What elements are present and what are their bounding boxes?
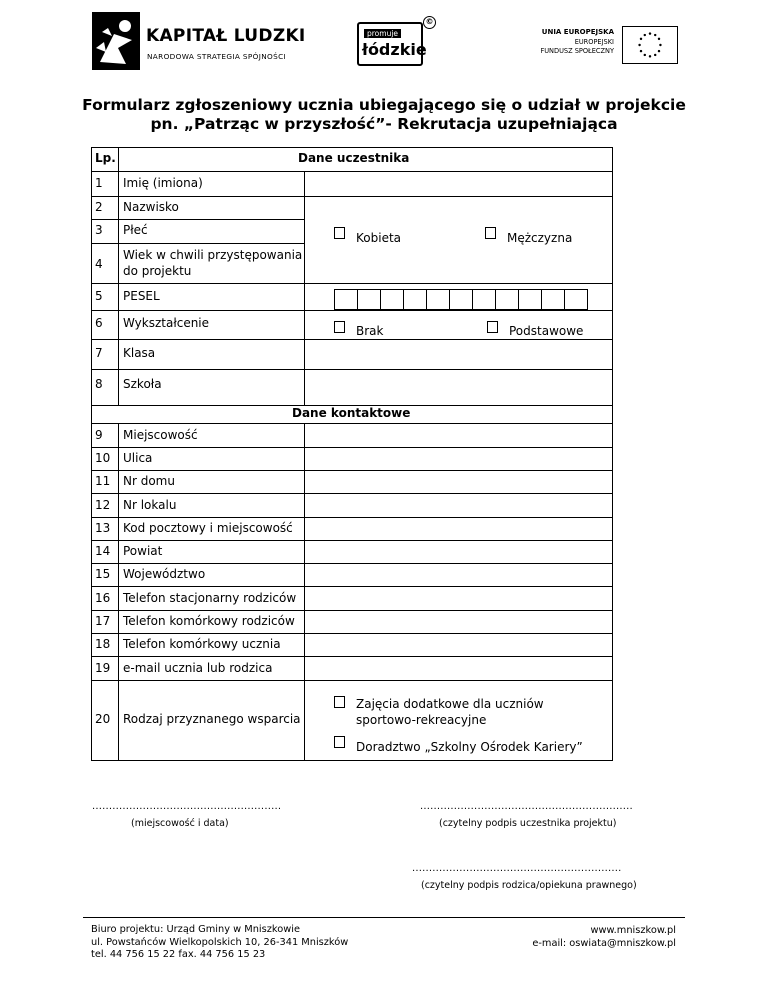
- row-label-age-line1: Wiek w chwili przystępowania: [123, 248, 303, 262]
- row-number: 5: [95, 289, 103, 303]
- row-label-town: Miejscowość: [123, 428, 198, 442]
- footer-phone-fax: tel. 44 756 15 22 fax. 44 756 15 23: [91, 949, 266, 960]
- contact-data-header: Dane kontaktowe: [292, 406, 411, 420]
- form-title-line1: Formularz zgłoszeniowy ucznia ubiegającego się o udział w projekcie: [82, 96, 686, 114]
- gender-female-checkbox[interactable]: [334, 227, 345, 239]
- row-number: 18: [95, 637, 111, 651]
- row-number: 14: [95, 544, 111, 558]
- copyright-mark: ©: [423, 16, 436, 29]
- row-label-pesel: PESEL: [123, 289, 160, 303]
- parent-signature-caption: (czytelny podpis rodzica/opiekuna prawnego): [421, 880, 637, 891]
- row-label-support-type: Rodzaj przyznanego wsparcia: [123, 712, 301, 726]
- participant-data-header: Dane uczestnika: [298, 151, 410, 165]
- participant-signature-caption: (czytelny podpis uczestnika projektu): [439, 818, 617, 829]
- eu-line3: FUNDUSZ SPOŁECZNY: [540, 47, 614, 55]
- footer-email-link[interactable]: e-mail: oswiata@mniszkow.pl: [532, 937, 676, 949]
- parent-signature-line: ..............................................................: [412, 863, 622, 874]
- application-form-table: [91, 147, 613, 761]
- row-number: 15: [95, 567, 111, 581]
- row-number: 3: [95, 223, 103, 237]
- place-date-caption: (miejscowość i data): [131, 818, 229, 829]
- form-title-line2: pn. „Patrząc w przyszłość”- Rekrutacja uzupełniająca: [150, 115, 618, 133]
- education-none-checkbox[interactable]: [334, 321, 345, 333]
- gender-male-checkbox[interactable]: [485, 227, 496, 239]
- row-label-street: Ulica: [123, 451, 153, 465]
- kapital-ludzki-subtitle: NARODOWA STRATEGIA SPÓJNOŚCI: [147, 52, 287, 61]
- place-date-line: ........................................................: [92, 801, 282, 812]
- row-label-gender: Płeć: [123, 223, 148, 237]
- participant-signature-line: ...............................................................: [420, 801, 633, 812]
- lodzkie-label: łódzkie: [362, 40, 427, 59]
- row-number: 4: [95, 257, 103, 271]
- education-primary-checkbox[interactable]: [487, 321, 498, 333]
- row-label-class: Klasa: [123, 346, 156, 360]
- row-label-house-no: Nr domu: [123, 474, 175, 488]
- row-number: 7: [95, 346, 103, 360]
- support-career-checkbox[interactable]: [334, 736, 345, 748]
- footer-contact: [532, 925, 676, 950]
- row-number: 11: [95, 474, 111, 488]
- row-number: 13: [95, 521, 111, 535]
- eu-logo: [528, 22, 678, 68]
- eu-line2: EUROPEJSKI: [574, 37, 614, 46]
- kapital-ludzki-emblem-icon: [92, 12, 140, 70]
- row-number: 20: [95, 712, 111, 726]
- education-none-label: Brak: [356, 324, 384, 338]
- footer-website-link[interactable]: www.mniszkow.pl: [590, 925, 676, 936]
- row-number: 17: [95, 614, 111, 628]
- eu-logo-text: [540, 28, 614, 57]
- row-number: 6: [95, 316, 103, 330]
- row-label-student-mobile: Telefon komórkowy ucznia: [123, 637, 281, 651]
- eu-line1: UNIA EUROPEJSKA: [541, 28, 614, 36]
- education-primary-label: Podstawowe: [509, 324, 584, 338]
- row-label-first-name: Imię (imiona): [123, 176, 203, 190]
- support-sports-label-line2: sportowo-rekreacyjne: [356, 713, 487, 727]
- row-label-education: Wykształcenie: [123, 316, 210, 330]
- footer-street: ul. Powstańców Wielkopolskich 10, 26-341 Mniszków: [91, 936, 349, 948]
- row-label-age-line2: do projektu: [123, 264, 192, 278]
- row-number: 8: [95, 377, 103, 391]
- support-sports-checkbox[interactable]: [334, 696, 345, 708]
- footer-divider: [83, 917, 685, 918]
- row-label-county: Powiat: [123, 544, 163, 558]
- row-label-postal-code: Kod pocztowy i miejscowość: [123, 521, 293, 535]
- row-number: 10: [95, 451, 111, 465]
- row-number: 2: [95, 200, 103, 214]
- row-number: 16: [95, 591, 111, 605]
- row-label-parents-mobile: Telefon komórkowy rodziców: [123, 614, 295, 628]
- promuje-label: promuje: [364, 29, 401, 38]
- footer-office-address: [91, 924, 348, 962]
- gender-male-label: Mężczyzna: [507, 231, 573, 245]
- lp-header: Lp.: [95, 151, 116, 165]
- row-number: 19: [95, 661, 111, 675]
- eu-flag-icon: [622, 26, 678, 64]
- row-label-last-name: Nazwisko: [123, 200, 179, 214]
- row-number: 9: [95, 428, 103, 442]
- footer-office-name: Biuro projektu: Urząd Gminy w Mniszkowie: [91, 924, 300, 935]
- row-number: 1: [95, 176, 103, 190]
- row-label-voivodeship: Województwo: [123, 567, 206, 581]
- row-number: 12: [95, 498, 111, 512]
- support-sports-label-line1: Zajęcia dodatkowe dla uczniów: [356, 697, 544, 711]
- kapital-ludzki-logo: [92, 12, 312, 74]
- kapital-ludzki-title: KAPITAŁ LUDZKI: [146, 26, 306, 46]
- row-label-school: Szkoła: [123, 377, 162, 391]
- row-label-flat-no: Nr lokalu: [123, 498, 177, 512]
- support-career-label: Doradztwo „Szkolny Ośrodek Kariery”: [356, 740, 583, 754]
- promuje-lodzkie-logo: [357, 16, 435, 66]
- row-label-parents-landline: Telefon stacjonarny rodziców: [123, 591, 297, 605]
- gender-female-label: Kobieta: [356, 231, 402, 245]
- row-label-email: e-mail ucznia lub rodzica: [123, 661, 273, 675]
